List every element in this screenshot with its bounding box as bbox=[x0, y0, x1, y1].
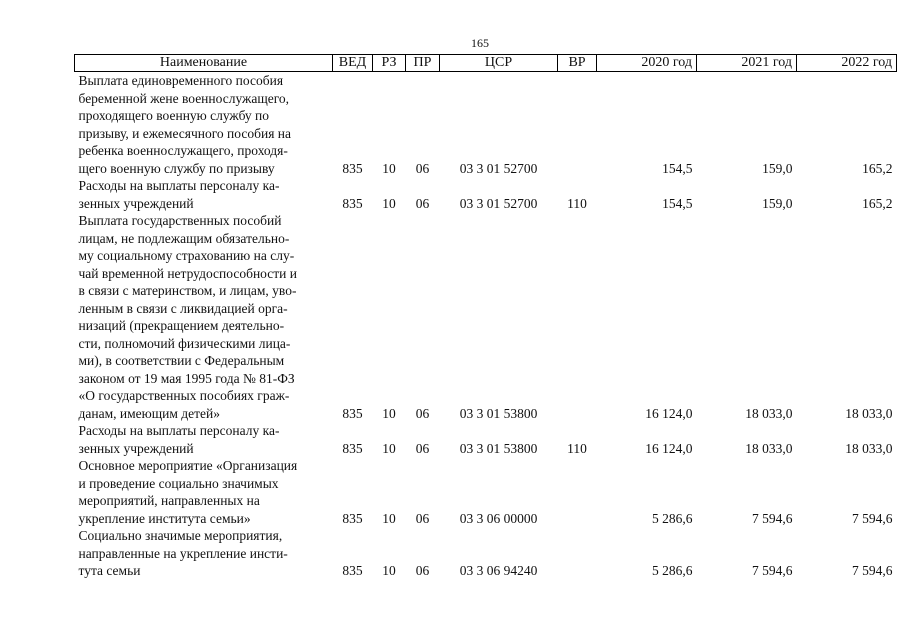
row-2021: 159,0 bbox=[762, 195, 793, 211]
row-name-line: законом от 19 мая 1995 года № 81-ФЗ bbox=[78, 370, 295, 386]
table-header-row bbox=[75, 55, 897, 72]
header-rz: РЗ bbox=[373, 55, 406, 72]
row-name-line: зенных учреждений bbox=[78, 440, 194, 456]
row-rz: 10 bbox=[382, 160, 396, 176]
row-name-line: Основное мероприятие «Организация bbox=[78, 458, 298, 473]
row-pr: 06 bbox=[415, 440, 430, 456]
row-csr: 03 3 01 53800 bbox=[459, 440, 538, 456]
row-2021: 7 594,6 bbox=[752, 510, 793, 526]
header-csr: ЦСР bbox=[440, 55, 558, 72]
row-2022: 165,2 bbox=[862, 195, 893, 211]
row-2022: 165,2 bbox=[862, 160, 893, 176]
row-2020: 16 124,0 bbox=[645, 405, 693, 421]
row-name bbox=[75, 72, 333, 178]
row-csr: 03 3 01 53800 bbox=[459, 405, 538, 421]
row-vr bbox=[558, 527, 597, 580]
row-name-line: низаций (прекращением деятельно- bbox=[78, 318, 285, 333]
row-pr: 06 bbox=[415, 510, 430, 526]
row-vr bbox=[558, 457, 597, 527]
row-ved: 835 bbox=[342, 440, 363, 456]
row-ved: 835 bbox=[342, 405, 363, 421]
row-name-line: му социальному страхованию на слу- bbox=[78, 248, 295, 263]
row-vr: 110 bbox=[567, 195, 587, 211]
row-name-line: данам, имеющим детей» bbox=[78, 405, 220, 421]
table-row bbox=[75, 212, 897, 422]
row-2020: 5 286,6 bbox=[652, 563, 693, 578]
header-2021: 2021 год bbox=[697, 55, 797, 72]
budget-table bbox=[74, 54, 897, 580]
page-number: 165 bbox=[471, 36, 489, 50]
row-2022: 7 594,6 bbox=[852, 510, 893, 526]
row-name-line: Расходы на выплаты персоналу ка- bbox=[78, 423, 280, 438]
table-row bbox=[75, 177, 897, 212]
row-name bbox=[75, 177, 333, 212]
row-name-line: призыву, и ежемесячного пособия на bbox=[78, 125, 292, 141]
table-body bbox=[75, 72, 897, 580]
table-row bbox=[75, 457, 897, 527]
row-ved: 835 bbox=[342, 510, 363, 526]
row-name-line: укрепление института семьи» bbox=[78, 510, 251, 526]
row-name-line: Расходы на выплаты персоналу ка- bbox=[78, 178, 280, 193]
row-name-line: сти, полномочий физическими лица- bbox=[78, 335, 291, 351]
row-name bbox=[75, 527, 333, 580]
table-row bbox=[75, 422, 897, 457]
row-name-line: мероприятий, направленных на bbox=[78, 493, 260, 508]
row-2020: 5 286,6 bbox=[652, 510, 693, 526]
row-name-line: ми), в соответствии с Федеральным bbox=[78, 353, 285, 368]
row-2022: 18 033,0 bbox=[845, 405, 893, 421]
table-row bbox=[75, 72, 897, 178]
row-ved: 835 bbox=[342, 160, 363, 176]
row-2020: 154,5 bbox=[662, 195, 693, 211]
row-csr: 03 3 01 52700 bbox=[459, 195, 538, 211]
row-2022: 7 594,6 bbox=[852, 563, 893, 578]
row-name-line: «О государственных пособиях граж- bbox=[78, 388, 290, 403]
row-vr: 110 bbox=[567, 440, 587, 456]
row-name-line: ребенка военнослужащего, проходя- bbox=[78, 143, 288, 158]
row-name-line: лицам, не подлежащим обязательно- bbox=[78, 230, 290, 246]
row-name-line: и проведение социально значимых bbox=[78, 475, 279, 491]
row-name-line: беременной жене военнослужащего, bbox=[78, 90, 290, 106]
row-pr: 06 bbox=[415, 563, 430, 578]
row-name-line: Выплата единовременного пособия bbox=[78, 73, 284, 88]
row-name-line: чай временной нетрудоспособности и bbox=[78, 265, 297, 281]
row-2021: 18 033,0 bbox=[745, 440, 793, 456]
row-name-line: щего военную службу по призыву bbox=[78, 160, 275, 176]
row-csr: 03 3 01 52700 bbox=[459, 160, 538, 176]
row-name bbox=[75, 457, 333, 527]
header-2022: 2022 год bbox=[797, 55, 897, 72]
row-name-line: тута семьи bbox=[78, 563, 141, 578]
row-csr: 03 3 06 94240 bbox=[459, 563, 538, 578]
row-2022: 18 033,0 bbox=[845, 440, 893, 456]
row-pr: 06 bbox=[415, 405, 430, 421]
row-2021: 18 033,0 bbox=[745, 405, 793, 421]
row-rz: 10 bbox=[382, 563, 396, 578]
row-name-line: зенных учреждений bbox=[78, 195, 194, 211]
row-rz: 10 bbox=[382, 510, 396, 526]
row-rz: 10 bbox=[382, 195, 396, 211]
row-rz: 10 bbox=[382, 405, 396, 421]
row-pr: 06 bbox=[415, 195, 430, 211]
header-pr: ПР bbox=[406, 55, 440, 72]
row-name-line: Выплата государственных пособий bbox=[78, 213, 282, 228]
row-name bbox=[75, 422, 333, 457]
row-ved: 835 bbox=[342, 195, 363, 211]
row-name-line: в связи с материнством, и лицам, уво- bbox=[78, 283, 297, 298]
row-name bbox=[75, 212, 333, 422]
row-name-line: ленным в связи с ликвидацией орга- bbox=[78, 300, 288, 316]
header-ved: ВЕД bbox=[333, 55, 373, 72]
row-2021: 159,0 bbox=[762, 160, 793, 176]
row-vr bbox=[558, 212, 597, 422]
row-name-line: проходящего военную службу по bbox=[78, 108, 270, 123]
row-vr bbox=[558, 72, 597, 178]
row-2020: 154,5 bbox=[662, 160, 693, 176]
header-name: Наименование bbox=[75, 55, 333, 72]
row-name-line: Социально значимые мероприятия, bbox=[78, 528, 283, 543]
header-2020: 2020 год bbox=[597, 55, 697, 72]
row-rz: 10 bbox=[382, 440, 396, 456]
header-vr: ВР bbox=[558, 55, 597, 72]
row-2021: 7 594,6 bbox=[752, 563, 793, 578]
row-name-line: направленные на укрепление инсти- bbox=[78, 545, 288, 561]
table-row bbox=[75, 527, 897, 580]
row-csr: 03 3 06 00000 bbox=[459, 510, 538, 526]
row-2020: 16 124,0 bbox=[645, 440, 693, 456]
row-ved: 835 bbox=[342, 563, 363, 578]
row-pr: 06 bbox=[415, 160, 430, 176]
